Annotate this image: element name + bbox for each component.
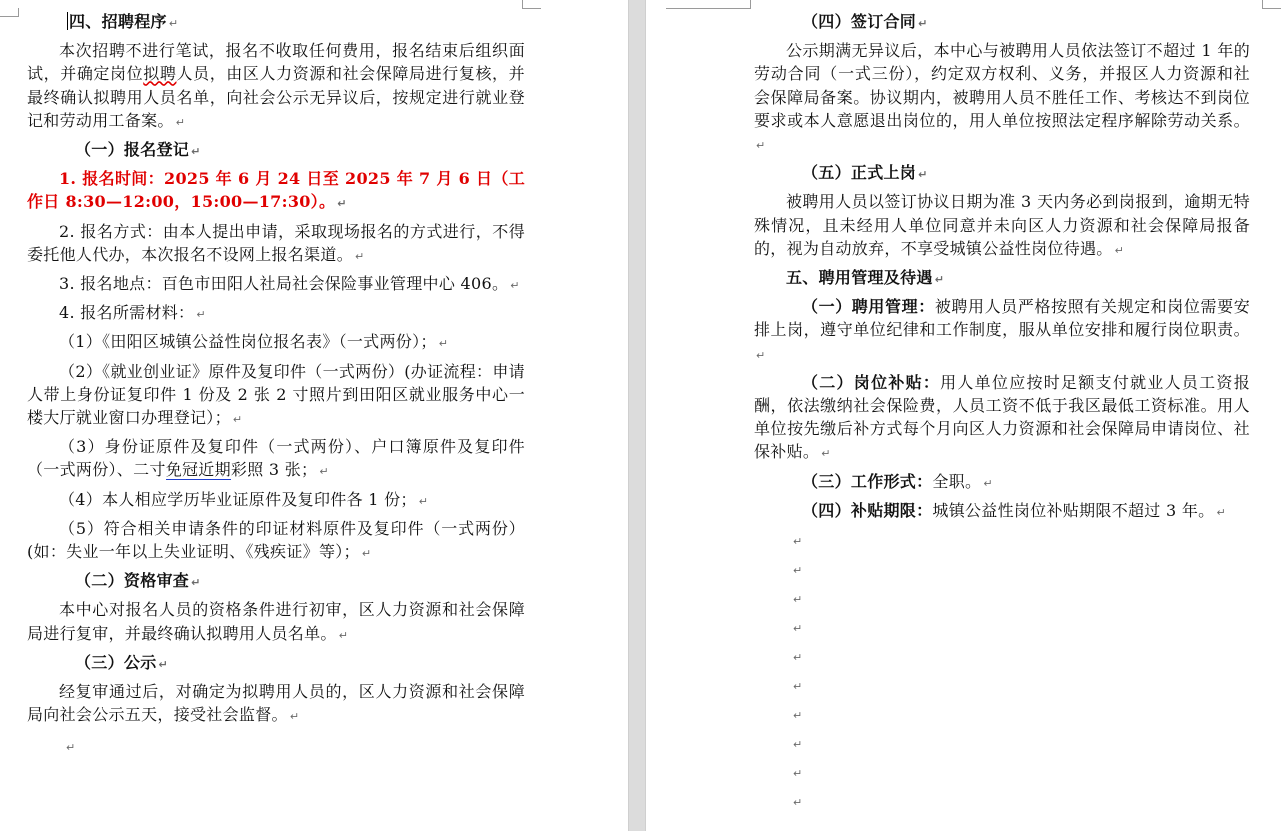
page-body xyxy=(27,10,525,763)
paragraph-mark-icon: ↵ xyxy=(918,17,928,30)
paragraph-mark-icon: ↵ xyxy=(756,139,766,153)
paragraph: 经复审通过后，对确定为拟聘用人员的，区人力资源和社会保障局向社会公示五天，接受社会监督。 ↵ xyxy=(27,682,525,725)
paragraph-mark-icon: ↵ xyxy=(793,564,803,578)
document-page-left[interactable] xyxy=(0,0,628,831)
paragraph: 4. 报名所需材料： ↵ xyxy=(59,303,206,323)
page-body xyxy=(754,10,1250,818)
subsection-title: （三）公示 ↵ xyxy=(75,652,169,672)
paragraph-mark-icon: ↵ xyxy=(175,115,186,129)
margin-corner-mark xyxy=(666,0,751,9)
subsection-title: （四）签订合同 ↵ xyxy=(802,12,928,31)
paragraph: 公示期满无异议后，本中心与被聘用人员依法签订不超过 1 年的劳动合同（一式三份），约定双方权利、义务，并报区人力资源和社会保障局备案。协议期内，被聘用人员不胜任工作、考核达不到岗位要求或本人意愿退出岗位的，用人单位按照法定程序解除劳动关系。↵ xyxy=(754,41,1250,153)
empty-paragraph xyxy=(754,557,1250,586)
paragraph: 本次招聘不进行笔试，报名不收取任何费用，报名结束后组织面试，并确定岗位拟聘人员，由区人力资源和社会保障局进行复核，并最终确认拟聘用人员名单，向社会公示无异议后，按规定进行就业登记和劳动用工备案。 ↵ xyxy=(27,41,525,130)
paragraph: 2. 报名方式：由本人提出申请，采取现场报名的方式进行，不得委托他人代办，本次报名不设网上报名渠道。 ↵ xyxy=(27,221,525,264)
empty-paragraph xyxy=(754,760,1250,789)
paragraph-mark-icon: ↵ xyxy=(983,476,993,490)
paragraph-mark-icon: ↵ xyxy=(1114,243,1125,257)
paragraph-mark-icon: ↵ xyxy=(361,547,372,561)
page-gap xyxy=(628,0,646,831)
list-item: （4）本人相应学历毕业证原件及复印件各 1 份； ↵ xyxy=(59,489,429,509)
document-page-right[interactable] xyxy=(646,0,1287,831)
list-item: （2）《就业创业证》原件及复印件（一式两份）(办证流程：申请人带上身份证复印件 1 份及 2 张 2 寸照片到田阳区就业服务中心一楼大厅就业窗口办理登记）； ↵ xyxy=(27,361,525,428)
paragraph-mark-icon: ↵ xyxy=(793,680,803,694)
empty-paragraph xyxy=(754,644,1250,673)
paragraph-mark-icon: ↵ xyxy=(158,657,169,671)
paragraph: 本中心对报名人员的资格条件进行初审，区人力资源和社会保障局进行复审，并最终确认拟聘用人员名单。 ↵ xyxy=(27,600,525,643)
empty-paragraph xyxy=(754,586,1250,615)
paragraph-mark-icon: ↵ xyxy=(418,494,429,508)
paragraph: （一）聘用管理：被聘用人员严格按照有关规定和岗位需要安排上岗，遵守单位纪律和工作制度，服从单位安排和履行岗位职责。↵ xyxy=(754,297,1250,362)
paragraph: （三）工作形式：全职。 ↵ xyxy=(802,471,993,491)
margin-corner-mark xyxy=(522,0,541,9)
paragraph-mark-icon: ↵ xyxy=(196,308,206,322)
margin-corner-mark xyxy=(0,8,19,17)
empty-paragraph xyxy=(754,673,1250,702)
spellcheck-underline: 拟聘 xyxy=(143,64,177,84)
paragraph-mark-icon: ↵ xyxy=(918,168,928,182)
paragraph-mark-icon: ↵ xyxy=(191,576,201,590)
paragraph-mark-icon: ↵ xyxy=(289,710,300,724)
paragraph-mark-icon: ↵ xyxy=(756,348,766,362)
grammar-underline: 免冠近期 xyxy=(165,460,231,480)
registration-time: 1. 报名时间：2025 年 6 月 24 日至 2025 年 7 月 6 日（工作日 8:30—12:00，15:00—17:30）。 ↵ xyxy=(27,169,525,212)
empty-paragraph xyxy=(754,528,1250,557)
paragraph-mark-icon: ↵ xyxy=(793,622,803,636)
empty-paragraph xyxy=(754,731,1250,760)
paragraph-mark-icon: ↵ xyxy=(232,413,243,427)
paragraph-mark-icon: ↵ xyxy=(319,465,329,479)
paragraph: （二）岗位补贴：用人单位应按时足额支付就业人员工资报酬，依法缴纳社会保险费，人员工资不低于我区最低工资标准。用人单位按先缴后补方式每个月向区人力资源和社会保障局申请岗位、社保补贴。 ↵ xyxy=(754,372,1250,462)
text-cursor xyxy=(67,12,68,30)
subsection-title: （二）资格审查 ↵ xyxy=(75,571,201,591)
paragraph-mark-icon: ↵ xyxy=(821,447,831,461)
paragraph-mark-icon: ↵ xyxy=(793,651,803,665)
paragraph-mark-icon: ↵ xyxy=(338,628,349,642)
paragraph-mark-icon: ↵ xyxy=(510,279,520,293)
empty-paragraph xyxy=(754,789,1250,818)
paragraph-mark-icon: ↵ xyxy=(191,145,201,159)
paragraph-mark-icon: ↵ xyxy=(66,741,76,755)
paragraph-mark-icon: ↵ xyxy=(337,197,347,211)
subsection-title: （五）正式上岗 ↵ xyxy=(802,163,928,183)
paragraph-mark-icon: ↵ xyxy=(1216,505,1226,519)
paragraph-mark-icon: ↵ xyxy=(934,273,945,287)
empty-paragraph xyxy=(754,615,1250,644)
section-heading: 四、招聘程序 ↵ xyxy=(69,12,179,31)
list-item: （1）《田阳区城镇公益性岗位报名表》（一式两份）； ↵ xyxy=(59,332,449,352)
paragraph-mark-icon: ↵ xyxy=(793,709,803,723)
paragraph-mark-icon: ↵ xyxy=(793,535,803,549)
paragraph-mark-icon: ↵ xyxy=(355,249,365,263)
empty-paragraph xyxy=(754,702,1250,731)
paragraph: （四）补贴期限：城镇公益性岗位补贴期限不超过 3 年。 ↵ xyxy=(802,500,1226,520)
paragraph: 3. 报名地点：百色市田阳人社局社会保险事业管理中心 406。 ↵ xyxy=(59,274,520,294)
section-heading: 五、聘用管理及待遇 ↵ xyxy=(786,268,945,288)
paragraph-mark-icon: ↵ xyxy=(168,17,179,30)
margin-corner-mark xyxy=(1262,0,1281,9)
paragraph-mark-icon: ↵ xyxy=(438,337,449,351)
paragraph-mark-icon: ↵ xyxy=(793,593,803,607)
list-item: （3）身份证原件及复印件（一式两份）、户口簿原件及复印件（一式两份）、二寸免冠近期彩照 3 张； ↵ xyxy=(27,437,525,480)
paragraph-mark-icon: ↵ xyxy=(793,738,803,752)
subsection-title: （一）报名登记 ↵ xyxy=(75,140,201,160)
paragraph-mark-icon: ↵ xyxy=(793,796,803,810)
list-item: （5）符合相关申请条件的印证材料原件及复印件（一式两份）(如：失业一年以上失业证明、《残疾证》等）； ↵ xyxy=(27,518,525,562)
empty-paragraph xyxy=(27,734,525,763)
paragraph: 被聘用人员以签订协议日期为准 3 天内务必到岗报到，逾期无特殊情况，且未经用人单位同意并未向区人力资源和社会保障局报备的，视为自动放弃，不享受城镇公益性岗位待遇。 ↵ xyxy=(754,192,1250,258)
paragraph-mark-icon: ↵ xyxy=(793,767,803,781)
